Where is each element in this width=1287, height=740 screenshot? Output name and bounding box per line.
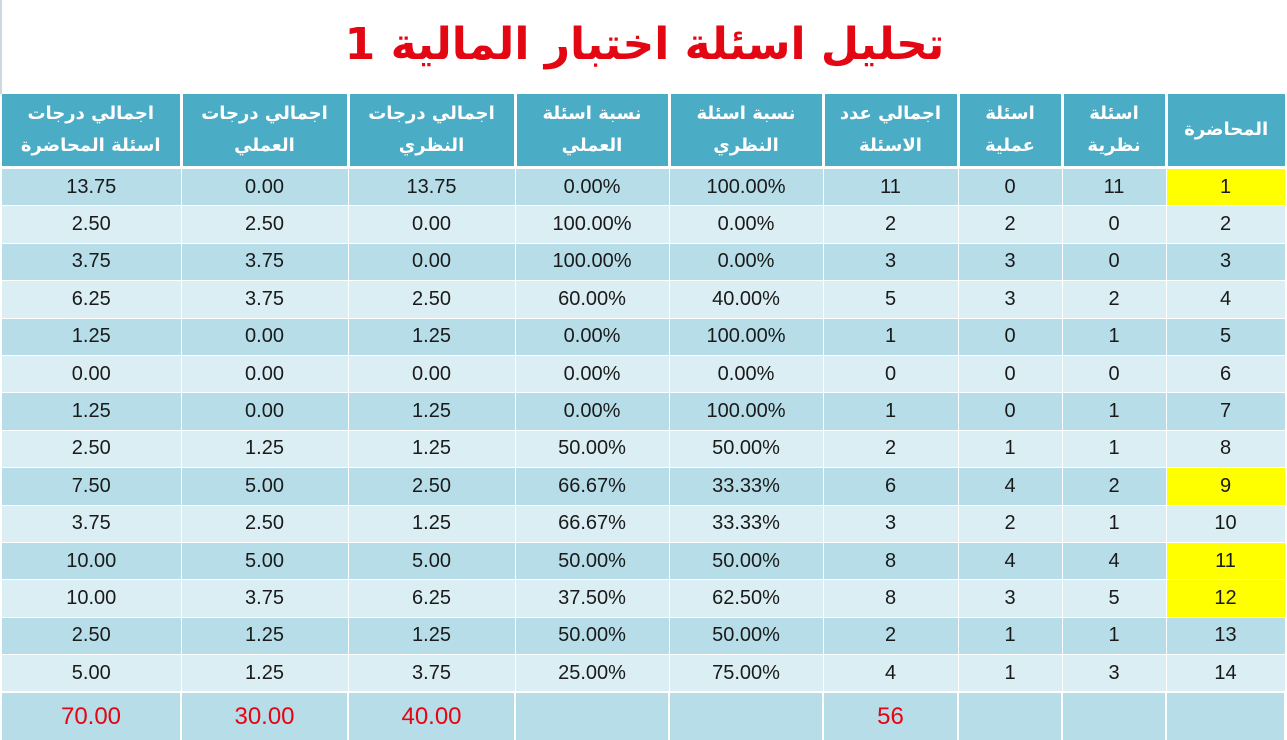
table-row	[2, 393, 1285, 430]
theory-percent-cell[interactable]: 100.00%	[669, 393, 823, 430]
lecture-cell[interactable]: 7	[1166, 393, 1285, 430]
lecture-cell[interactable]: 11	[1166, 542, 1285, 579]
total-degrees-cell[interactable]: 13.75	[2, 168, 181, 206]
theory-degrees-cell[interactable]: 13.75	[348, 168, 515, 206]
total-questions-cell[interactable]: 8	[823, 542, 958, 579]
table-row	[2, 318, 1285, 355]
table-row	[2, 617, 1285, 654]
practical-questions-cell[interactable]: 3	[958, 243, 1062, 280]
theory-percent-cell[interactable]: 62.50%	[669, 580, 823, 617]
total-questions-cell[interactable]: 3	[823, 505, 958, 542]
theory-degrees-cell[interactable]: 0.00	[348, 206, 515, 243]
practical-degrees-cell[interactable]: 0.00	[181, 168, 348, 206]
total-questions-cell[interactable]: 2	[823, 430, 958, 467]
total-lecture-cell[interactable]	[1166, 692, 1285, 740]
practical-questions-cell[interactable]: 0	[958, 168, 1062, 206]
theory-questions-cell[interactable]: 11	[1062, 168, 1166, 206]
practical-degrees-cell[interactable]: 3.75	[181, 580, 348, 617]
practical-percent-cell[interactable]: 0.00%	[515, 168, 669, 206]
practical-degrees-cell[interactable]: 5.00	[181, 468, 348, 505]
practical-percent-cell[interactable]: 0.00%	[515, 393, 669, 430]
theory-questions-cell[interactable]: 1	[1062, 430, 1166, 467]
theory-percent-cell[interactable]: 33.33%	[669, 468, 823, 505]
practical-degrees-cell[interactable]: 1.25	[181, 655, 348, 693]
theory-percent-cell[interactable]: 75.00%	[669, 655, 823, 693]
theory-degrees-cell[interactable]: 1.25	[348, 505, 515, 542]
theory-percent-cell[interactable]: 0.00%	[669, 355, 823, 392]
theory-percent-cell[interactable]: 100.00%	[669, 318, 823, 355]
theory-degrees-cell[interactable]: 0.00	[348, 243, 515, 280]
practical-degrees-cell[interactable]: 2.50	[181, 505, 348, 542]
lecture-cell[interactable]: 1	[1166, 168, 1285, 206]
total-questions-cell[interactable]: 6	[823, 468, 958, 505]
theory-degrees-cell[interactable]: 1.25	[348, 617, 515, 654]
practical-percent-cell[interactable]: 100.00%	[515, 243, 669, 280]
lecture-cell[interactable]: 4	[1166, 281, 1285, 318]
practical-questions-cell[interactable]: 2	[958, 206, 1062, 243]
total-theory-percent-cell[interactable]	[669, 692, 823, 740]
practical-degrees-cell[interactable]: 2.50	[181, 206, 348, 243]
practical-percent-cell[interactable]: 50.00%	[515, 542, 669, 579]
theory-questions-cell[interactable]: 3	[1062, 655, 1166, 693]
theory-percent-cell[interactable]: 40.00%	[669, 281, 823, 318]
lecture-cell[interactable]: 10	[1166, 505, 1285, 542]
practical-questions-cell[interactable]: 3	[958, 580, 1062, 617]
total-practical-percent-cell[interactable]	[515, 692, 669, 740]
table-row	[2, 281, 1285, 318]
practical-questions-cell[interactable]: 0	[958, 393, 1062, 430]
theory-degrees-cell[interactable]: 6.25	[348, 580, 515, 617]
practical-percent-cell[interactable]: 66.67%	[515, 468, 669, 505]
total-degrees-cell[interactable]: 7.50	[2, 468, 181, 505]
total-questions-cell[interactable]: 0	[823, 355, 958, 392]
total-questions-cell[interactable]: 11	[823, 168, 958, 206]
total-total-degrees-cell[interactable]: 70.00	[2, 692, 181, 740]
header-total-questions[interactable]: اجمالي عدد الاسئلة	[823, 94, 958, 168]
practical-degrees-cell[interactable]: 3.75	[181, 281, 348, 318]
lecture-cell[interactable]: 8	[1166, 430, 1285, 467]
total-practical-degrees-cell[interactable]: 30.00	[181, 692, 348, 740]
lecture-cell[interactable]: 3	[1166, 243, 1285, 280]
header-total-degrees[interactable]: اجمالي درجات اسئلة المحاضرة	[2, 94, 181, 168]
table-body	[2, 168, 1285, 740]
table-row	[2, 505, 1285, 542]
theory-questions-cell[interactable]: 1	[1062, 617, 1166, 654]
practical-percent-cell[interactable]: 0.00%	[515, 355, 669, 392]
theory-questions-cell[interactable]: 4	[1062, 542, 1166, 579]
practical-degrees-cell[interactable]: 0.00	[181, 393, 348, 430]
header-practical-percent[interactable]: نسبة اسئلة العملي	[515, 94, 669, 168]
total-questions-cell[interactable]: 5	[823, 281, 958, 318]
total-questions-cell[interactable]: 3	[823, 243, 958, 280]
table-row	[2, 243, 1285, 280]
header-row	[2, 94, 1285, 168]
total-degrees-cell[interactable]: 5.00	[2, 655, 181, 693]
header-lecture[interactable]: المحاضرة	[1166, 94, 1285, 168]
lecture-cell[interactable]: 12	[1166, 580, 1285, 617]
theory-degrees-cell[interactable]: 2.50	[348, 468, 515, 505]
lecture-cell[interactable]: 5	[1166, 318, 1285, 355]
header-theory-percent[interactable]: نسبة اسئلة النظري	[669, 94, 823, 168]
theory-degrees-cell[interactable]: 2.50	[348, 281, 515, 318]
practical-questions-cell[interactable]: 4	[958, 468, 1062, 505]
theory-questions-cell[interactable]: 1	[1062, 318, 1166, 355]
theory-percent-cell[interactable]: 50.00%	[669, 542, 823, 579]
practical-percent-cell[interactable]: 37.50%	[515, 580, 669, 617]
table-row	[2, 542, 1285, 579]
header-theory-degrees[interactable]: اجمالي درجات النظري	[348, 94, 515, 168]
total-degrees-cell[interactable]: 10.00	[2, 542, 181, 579]
table-row	[2, 468, 1285, 505]
total-questions-cell[interactable]: 4	[823, 655, 958, 693]
total-questions-cell[interactable]: 1	[823, 393, 958, 430]
table-row	[2, 655, 1285, 693]
total-theory-degrees-cell[interactable]: 40.00	[348, 692, 515, 740]
theory-questions-cell[interactable]: 2	[1062, 468, 1166, 505]
theory-questions-cell[interactable]: 0	[1062, 243, 1166, 280]
total-degrees-cell[interactable]: 3.75	[2, 243, 181, 280]
total-questions-cell[interactable]: 2	[823, 206, 958, 243]
theory-percent-cell[interactable]: 0.00%	[669, 243, 823, 280]
total-practical-questions-cell[interactable]	[958, 692, 1062, 740]
practical-questions-cell[interactable]: 1	[958, 617, 1062, 654]
title-area	[0, 0, 1287, 94]
practical-percent-cell[interactable]: 66.67%	[515, 505, 669, 542]
total-total-questions-cell[interactable]: 56	[823, 692, 958, 740]
practical-degrees-cell[interactable]: 0.00	[181, 355, 348, 392]
practical-percent-cell[interactable]: 0.00%	[515, 318, 669, 355]
total-degrees-cell[interactable]: 3.75	[2, 505, 181, 542]
theory-degrees-cell[interactable]: 1.25	[348, 430, 515, 467]
total-degrees-cell[interactable]: 2.50	[2, 206, 181, 243]
total-degrees-cell[interactable]: 2.50	[2, 430, 181, 467]
practical-questions-cell[interactable]: 1	[958, 655, 1062, 693]
table-row	[2, 168, 1285, 206]
practical-percent-cell[interactable]: 50.00%	[515, 430, 669, 467]
total-degrees-cell[interactable]: 0.00	[2, 355, 181, 392]
theory-degrees-cell[interactable]: 5.00	[348, 542, 515, 579]
table-row	[2, 430, 1285, 467]
theory-questions-cell[interactable]: 1	[1062, 393, 1166, 430]
total-degrees-cell[interactable]: 6.25	[2, 281, 181, 318]
practical-questions-cell[interactable]: 2	[958, 505, 1062, 542]
theory-degrees-cell[interactable]: 1.25	[348, 393, 515, 430]
practical-degrees-cell[interactable]: 1.25	[181, 430, 348, 467]
practical-percent-cell[interactable]: 60.00%	[515, 281, 669, 318]
practical-degrees-cell[interactable]: 5.00	[181, 542, 348, 579]
table-row	[2, 206, 1285, 243]
theory-questions-cell[interactable]: 1	[1062, 505, 1166, 542]
total-degrees-cell[interactable]: 2.50	[2, 617, 181, 654]
theory-degrees-cell[interactable]: 1.25	[348, 318, 515, 355]
lecture-cell[interactable]: 14	[1166, 655, 1285, 693]
theory-percent-cell[interactable]: 50.00%	[669, 430, 823, 467]
analysis-table	[2, 94, 1286, 740]
table-row	[2, 580, 1285, 617]
practical-questions-cell[interactable]: 1	[958, 430, 1062, 467]
practical-percent-cell[interactable]: 100.00%	[515, 206, 669, 243]
theory-degrees-cell[interactable]: 0.00	[348, 355, 515, 392]
theory-questions-cell[interactable]: 5	[1062, 580, 1166, 617]
total-questions-cell[interactable]: 8	[823, 580, 958, 617]
lecture-cell[interactable]: 2	[1166, 206, 1285, 243]
theory-questions-cell[interactable]: 0	[1062, 206, 1166, 243]
total-degrees-cell[interactable]: 10.00	[2, 580, 181, 617]
lecture-cell[interactable]: 6	[1166, 355, 1285, 392]
theory-percent-cell[interactable]: 33.33%	[669, 505, 823, 542]
theory-percent-cell[interactable]: 50.00%	[669, 617, 823, 654]
theory-questions-cell[interactable]: 2	[1062, 281, 1166, 318]
practical-questions-cell[interactable]: 3	[958, 281, 1062, 318]
header-practical-degrees[interactable]: اجمالي درجات العملي	[181, 94, 348, 168]
practical-degrees-cell[interactable]: 3.75	[181, 243, 348, 280]
total-theory-questions-cell[interactable]	[1062, 692, 1166, 740]
practical-questions-cell[interactable]: 0	[958, 318, 1062, 355]
total-questions-cell[interactable]: 1	[823, 318, 958, 355]
sheet-title: تحليل اسئلة اختبار المالية 1	[344, 18, 945, 70]
theory-percent-cell[interactable]: 100.00%	[669, 168, 823, 206]
header-theory-questions[interactable]: اسئلة نظرية	[1062, 94, 1166, 168]
practical-degrees-cell[interactable]: 1.25	[181, 617, 348, 654]
theory-degrees-cell[interactable]: 3.75	[348, 655, 515, 693]
total-degrees-cell[interactable]: 1.25	[2, 393, 181, 430]
total-degrees-cell[interactable]: 1.25	[2, 318, 181, 355]
theory-questions-cell[interactable]: 0	[1062, 355, 1166, 392]
lecture-cell[interactable]: 9	[1166, 468, 1285, 505]
total-questions-cell[interactable]: 2	[823, 617, 958, 654]
practical-questions-cell[interactable]: 4	[958, 542, 1062, 579]
lecture-cell[interactable]: 13	[1166, 617, 1285, 654]
practical-questions-cell[interactable]: 0	[958, 355, 1062, 392]
practical-degrees-cell[interactable]: 0.00	[181, 318, 348, 355]
theory-percent-cell[interactable]: 0.00%	[669, 206, 823, 243]
practical-percent-cell[interactable]: 25.00%	[515, 655, 669, 693]
header-practical-questions[interactable]: اسئلة عملية	[958, 94, 1062, 168]
table-row	[2, 355, 1285, 392]
practical-percent-cell[interactable]: 50.00%	[515, 617, 669, 654]
totals-row	[2, 692, 1285, 740]
